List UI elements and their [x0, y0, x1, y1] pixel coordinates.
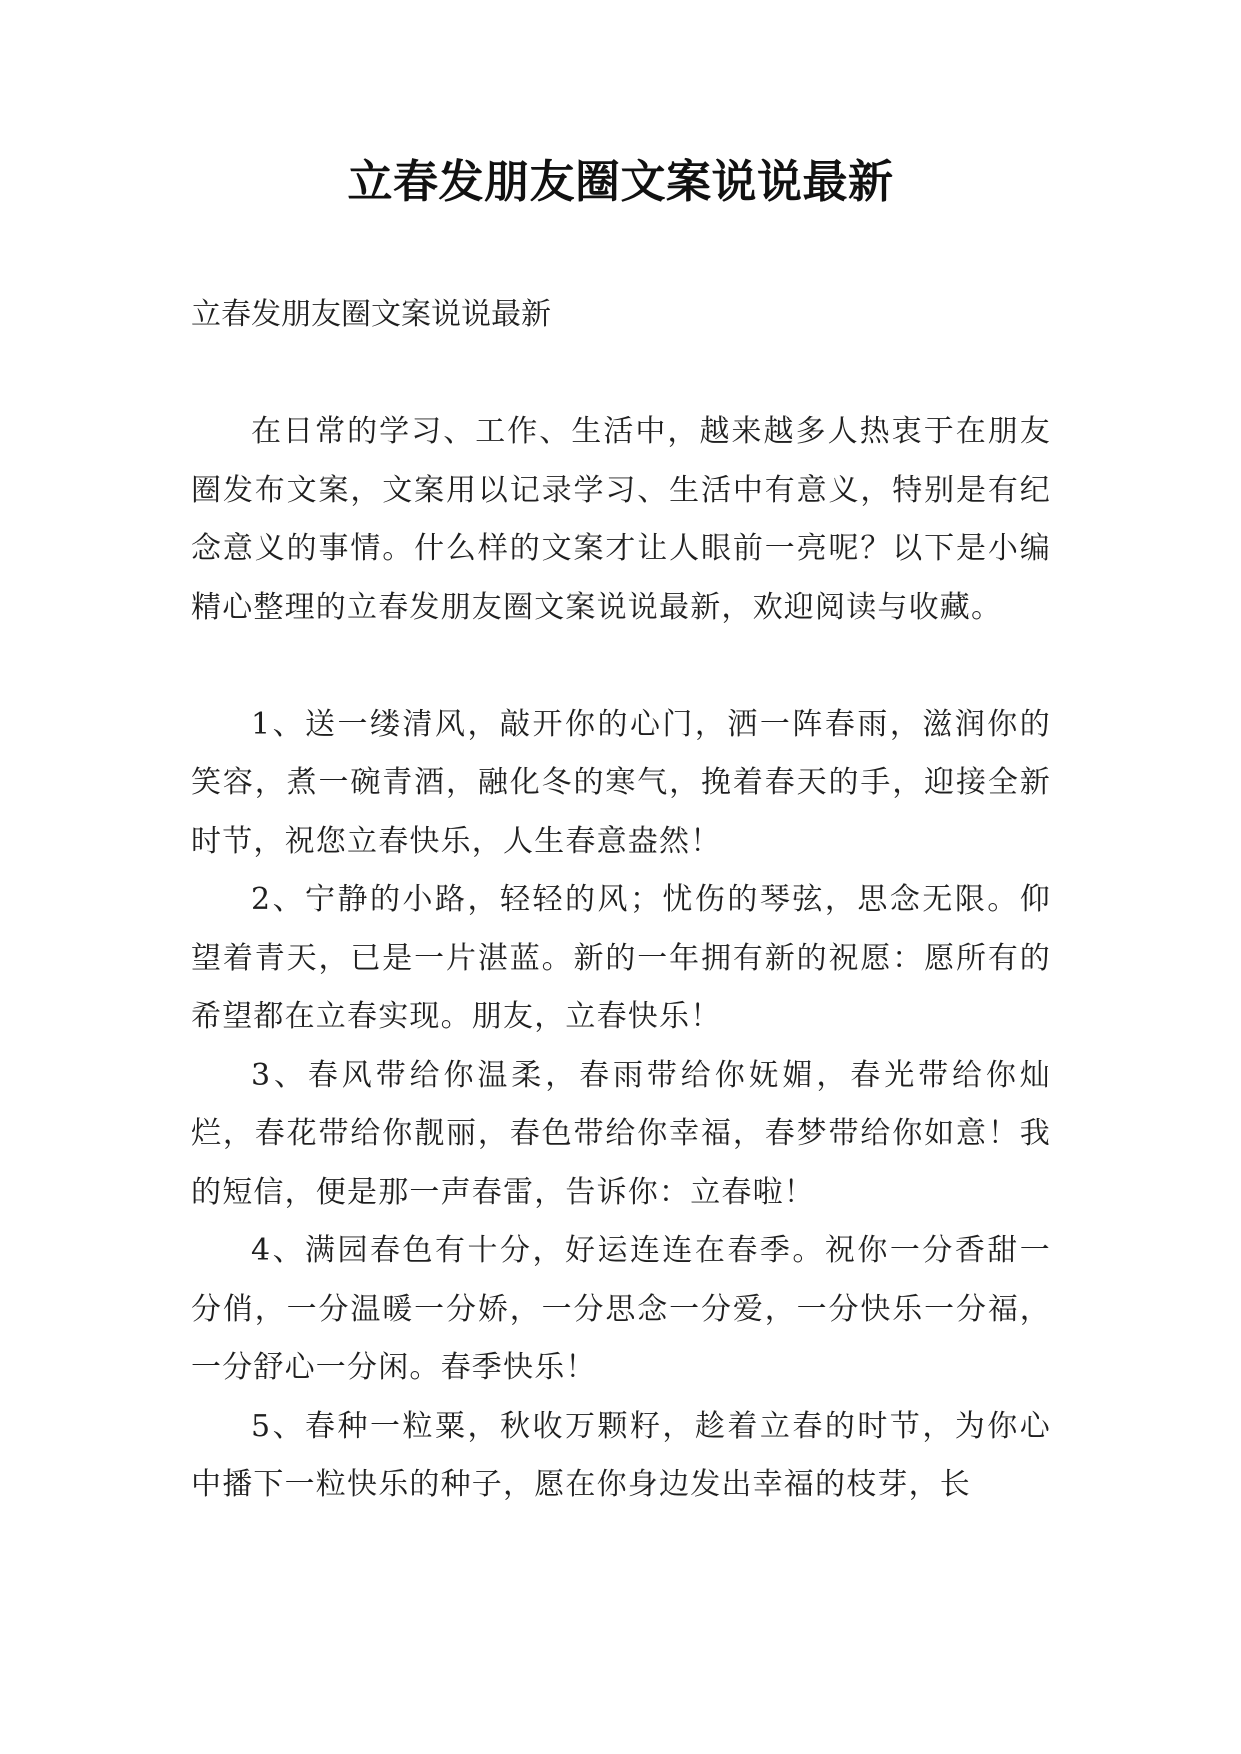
list-item: 4、满园春色有十分，好运连连在春季。祝你一分香甜一分俏，一分温暖一分娇，一分思念一分爱，一分快乐一分福，一分舒心一分闲。春季快乐！: [191, 1233, 1051, 1385]
page-title: 立春发朋友圈文案说说最新: [347, 155, 894, 208]
list-item: 2、宁静的小路，轻轻的风；忧伤的琴弦，思念无限。仰望着青天，已是一片湛蓝。新的一年拥有新的祝愿：愿所有的希望都在立春实现。朋友，立春快乐！: [191, 882, 1051, 1034]
item-list: [191, 696, 1051, 1515]
intro-paragraph: 在日常的学习、工作、生活中，越来越多人热衷于在朋友圈发布文案，文案用以记录学习、生活中有意义，特别是有纪念意义的事情。什么样的文案才让人眼前一亮呢？以下是小编精心整理的立春发朋友圈文案说说最新，欢迎阅读与收藏。: [191, 414, 1051, 625]
document-subtitle: 立春发朋友圈文案说说最新: [191, 297, 551, 332]
document-body: [191, 286, 1051, 1515]
list-item: 5、春种一粒粟，秋收万颗籽，趁着立春的时节，为你心中播下一粒快乐的种子，愿在你身边发出幸福的枝芽，长: [191, 1408, 1051, 1502]
list-item: 3、春风带给你温柔，春雨带给你妩媚，春光带给你灿烂，春花带给你靓丽，春色带给你幸福，春梦带给你如意！我的短信，便是那一声春雷，告诉你：立春啦！: [191, 1057, 1051, 1210]
list-item: 1、送一缕清风，敲开你的心门，洒一阵春雨，滋润你的笑容，煮一碗青酒，融化冬的寒气，挽着春天的手，迎接全新时节，祝您立春快乐，人生春意盎然！: [191, 706, 1051, 859]
